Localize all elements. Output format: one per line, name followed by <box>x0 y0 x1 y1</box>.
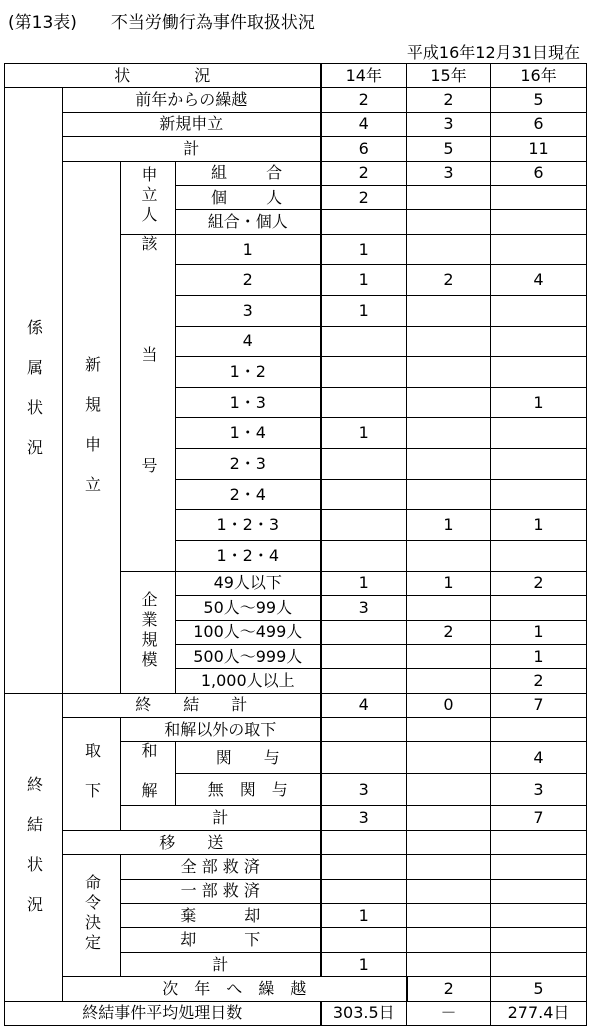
value-cell <box>321 742 407 774</box>
value-cell: 1 <box>321 952 407 976</box>
row-label: 関 与 <box>176 742 321 774</box>
header-year: 14年 <box>321 64 407 88</box>
sub-gaitou <box>121 234 176 571</box>
table-row <box>5 64 587 88</box>
value-cell <box>321 928 407 952</box>
header-status: 状 況 <box>5 64 321 88</box>
value-cell: 1 <box>407 510 491 541</box>
row-label: 2 <box>176 265 321 296</box>
value-cell <box>491 879 587 903</box>
value-cell: 4 <box>321 693 407 717</box>
row-label: 組 合 <box>176 161 321 185</box>
value-cell: 3 <box>321 774 407 806</box>
value-cell: 1 <box>321 234 407 265</box>
row-label: 計 <box>63 137 321 161</box>
value-cell <box>407 387 491 418</box>
value-cell <box>321 855 407 879</box>
value-cell <box>321 620 407 644</box>
value-cell <box>321 718 407 742</box>
value-cell: 3 <box>321 596 407 620</box>
value-cell: 6 <box>491 112 587 136</box>
row-label: 無 関 与 <box>176 774 321 806</box>
value-cell: 5 <box>491 88 587 112</box>
group-shuketsu-text: 終 結 状 況 <box>24 775 44 916</box>
row-label: 1,000人以上 <box>176 669 321 693</box>
value-cell <box>491 479 587 510</box>
value-cell: － <box>407 1001 491 1025</box>
row-label: 新規申立 <box>63 112 321 136</box>
header-year: 16年 <box>491 64 587 88</box>
value-cell <box>407 210 491 234</box>
value-cell <box>491 904 587 928</box>
value-cell <box>321 449 407 480</box>
group-wakai-text: 和 解 <box>139 742 158 803</box>
value-cell <box>491 830 587 854</box>
value-cell <box>321 210 407 234</box>
group-torisage <box>63 718 121 831</box>
value-cell: 0 <box>407 693 491 717</box>
sub-kigyou-text: 企業規模 <box>139 590 158 671</box>
row-label: 一 部 救 済 <box>121 879 321 903</box>
value-cell <box>407 540 491 571</box>
group-shinki <box>63 161 121 693</box>
row-label: 100人～499人 <box>176 620 321 644</box>
value-cell <box>407 928 491 952</box>
value-cell <box>407 596 491 620</box>
row-label: 4 <box>176 326 321 357</box>
as-of-date: 平成16年12月31日現在 <box>406 43 580 62</box>
table-row <box>5 137 587 161</box>
row-label: 終 結 計 <box>63 693 321 717</box>
value-cell <box>321 387 407 418</box>
value-cell: 1 <box>491 510 587 541</box>
value-cell <box>491 234 587 265</box>
value-cell <box>407 879 491 903</box>
value-cell <box>407 952 491 976</box>
value-cell: 1 <box>321 904 407 928</box>
value-cell <box>407 295 491 326</box>
value-cell: 2 <box>321 161 407 185</box>
value-cell <box>491 855 587 879</box>
sub-kigyou <box>121 571 176 693</box>
value-cell: 5 <box>407 137 491 161</box>
table-row <box>5 1001 587 1025</box>
value-cell: 6 <box>491 161 587 185</box>
header-year: 15年 <box>407 64 491 88</box>
table-row <box>5 718 587 742</box>
value-cell: 2 <box>407 620 491 644</box>
value-cell <box>491 185 587 209</box>
group-wakai <box>121 742 176 806</box>
value-cell <box>407 774 491 806</box>
value-cell: 2 <box>491 669 587 693</box>
value-cell <box>407 718 491 742</box>
value-cell: 303.5日 <box>321 1001 407 1025</box>
value-cell: 2 <box>407 977 491 1001</box>
row-label: 和解以外の取下 <box>121 718 321 742</box>
value-cell <box>407 449 491 480</box>
value-cell <box>491 418 587 449</box>
value-cell: 2 <box>407 265 491 296</box>
value-cell: 3 <box>407 112 491 136</box>
value-cell <box>407 855 491 879</box>
sub-gaitou-text: 該当号 <box>139 234 158 568</box>
value-cell <box>491 295 587 326</box>
row-label: 次 年 へ 繰 越 <box>63 977 407 1001</box>
value-cell: 1 <box>407 571 491 595</box>
table-row <box>5 830 587 854</box>
value-cell <box>321 326 407 357</box>
row-label: 終結事件平均処理日数 <box>5 1001 321 1025</box>
value-cell <box>407 418 491 449</box>
row-label: 却 下 <box>121 928 321 952</box>
table-row <box>5 855 587 879</box>
row-label: 計 <box>121 806 321 830</box>
value-cell <box>407 830 491 854</box>
value-cell <box>491 952 587 976</box>
value-cell: 1 <box>321 295 407 326</box>
row-label: 全 部 救 済 <box>121 855 321 879</box>
row-label: 計 <box>121 952 321 976</box>
value-cell <box>321 540 407 571</box>
value-cell <box>407 185 491 209</box>
row-label: 移 送 <box>63 830 321 854</box>
value-cell <box>407 669 491 693</box>
value-cell <box>321 510 407 541</box>
group-meirei-text: 命令決定 <box>82 874 102 955</box>
table-row <box>5 112 587 136</box>
group-shinki-text: 新 規 申 立 <box>82 355 102 496</box>
value-cell: 1 <box>321 265 407 296</box>
value-cell <box>407 644 491 668</box>
value-cell <box>491 540 587 571</box>
row-label: 棄 却 <box>121 904 321 928</box>
value-cell: 277.4日 <box>491 1001 587 1025</box>
value-cell <box>407 806 491 830</box>
value-cell: 5 <box>491 977 587 1001</box>
row-label: 1・2 <box>176 357 321 388</box>
row-label: 1 <box>176 234 321 265</box>
value-cell <box>321 479 407 510</box>
value-cell: 11 <box>491 137 587 161</box>
group-torisage-text: 取 下 <box>82 742 102 803</box>
group-meirei <box>63 855 121 977</box>
row-label: 49人以下 <box>176 571 321 595</box>
value-cell: 6 <box>321 137 407 161</box>
row-label: 1・3 <box>176 387 321 418</box>
row-label: 2・3 <box>176 449 321 480</box>
value-cell <box>491 718 587 742</box>
row-label: 1・2・4 <box>176 540 321 571</box>
value-cell: 4 <box>491 742 587 774</box>
value-cell: 1 <box>321 571 407 595</box>
table-row <box>5 88 587 112</box>
row-label: 2・4 <box>176 479 321 510</box>
row-label: 3 <box>176 295 321 326</box>
table-row <box>5 161 587 185</box>
value-cell <box>491 357 587 388</box>
value-cell: 3 <box>407 161 491 185</box>
value-cell <box>321 357 407 388</box>
table-title: (第13表) 不当労働行為事件取扱状況 <box>8 13 315 33</box>
value-cell <box>491 449 587 480</box>
value-cell: 7 <box>491 693 587 717</box>
row-label: 50人～99人 <box>176 596 321 620</box>
sub-moushitatenin <box>121 161 176 234</box>
value-cell: 3 <box>321 806 407 830</box>
value-cell <box>321 644 407 668</box>
value-cell <box>491 596 587 620</box>
value-cell: 4 <box>491 265 587 296</box>
value-cell: 2 <box>321 88 407 112</box>
group-shuketsu <box>5 693 63 1001</box>
value-cell: 2 <box>491 571 587 595</box>
value-cell: 3 <box>491 774 587 806</box>
value-cell <box>407 234 491 265</box>
table-row <box>5 977 587 1001</box>
value-cell <box>321 669 407 693</box>
value-cell: 7 <box>491 806 587 830</box>
row-label: 1・4 <box>176 418 321 449</box>
row-label: 前年からの繰越 <box>63 88 321 112</box>
value-cell <box>491 326 587 357</box>
table-row <box>5 693 587 717</box>
value-cell <box>491 210 587 234</box>
value-cell <box>491 928 587 952</box>
value-cell: 1 <box>491 620 587 644</box>
value-cell <box>321 879 407 903</box>
value-cell: 1 <box>491 644 587 668</box>
row-label: 500人～999人 <box>176 644 321 668</box>
value-cell <box>407 742 491 774</box>
value-cell: 4 <box>321 112 407 136</box>
value-cell <box>407 357 491 388</box>
value-cell: 2 <box>321 185 407 209</box>
case-status-table <box>4 63 587 1026</box>
row-label: 個 人 <box>176 185 321 209</box>
value-cell <box>407 479 491 510</box>
value-cell <box>407 904 491 928</box>
row-label: 組合・個人 <box>176 210 321 234</box>
value-cell: 1 <box>321 418 407 449</box>
row-label: 1・2・3 <box>176 510 321 541</box>
value-cell: 1 <box>491 387 587 418</box>
value-cell: 2 <box>407 88 491 112</box>
value-cell <box>321 830 407 854</box>
group-kakari-text: 係 属 状 況 <box>24 319 44 460</box>
value-cell <box>407 326 491 357</box>
group-kakari <box>5 88 63 693</box>
sub-moushitatenin-text: 申立人 <box>139 166 158 227</box>
